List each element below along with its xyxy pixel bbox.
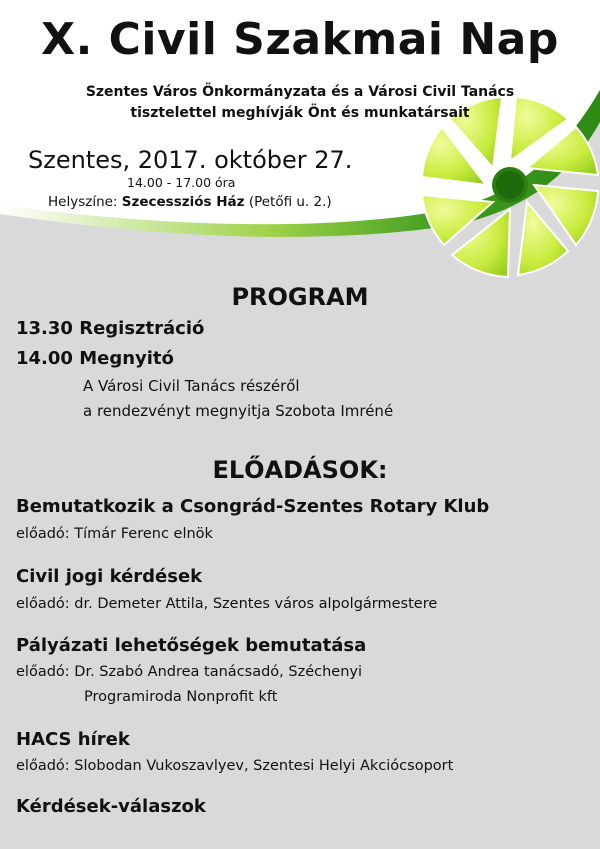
opening-line: A Városi Civil Tanács részéről [83, 377, 300, 395]
program-heading: PROGRAM [231, 283, 369, 311]
talks-heading: ELŐADÁSOK: [212, 456, 388, 484]
talk-presenter: előadó: Dr. Szabó Andrea tanácsadó, Széchenyi [16, 664, 363, 680]
talk-title: Pályázati lehetőségek bemutatása [16, 635, 367, 656]
talk-presenter-continued: Programiroda Nonprofit kft [84, 689, 278, 705]
talk-presenter: előadó: dr. Demeter Attila, Szentes város alpolgármestere [16, 596, 438, 612]
talk-title: Bemutatkozik a Csongrád-Szentes Rotary Klub [16, 496, 490, 517]
talk-presenter: előadó: Slobodan Vukoszavlyev, Szentesi Helyi Akciócsoport [16, 758, 454, 774]
page-title: X. Civil Szakmai Nap [41, 14, 559, 65]
talk-presenter: előadó: Tímár Ferenc elnök [16, 526, 213, 542]
program-item: 14.00 Megnyitó [16, 348, 174, 369]
talk-title: HACS hírek [16, 729, 130, 750]
opening-line: a rendezvényt megnyitja Szobota Imréné [83, 402, 394, 420]
organizer-line-1: Szentes Város Önkormányzata és a Városi Civil Tanács [85, 84, 515, 100]
program-item: 13.30 Regisztráció [16, 318, 205, 339]
organizer-line-2: tisztelettel meghívják Önt és munkatársait [130, 105, 470, 121]
venue-name: Szecessziós Ház [121, 194, 245, 210]
event-venue [48, 194, 332, 210]
event-time: 14.00 - 17.00 óra [127, 175, 236, 190]
venue-label: Helyszíne: [48, 194, 118, 210]
talk-title: Kérdések-válaszok [16, 796, 206, 817]
venue-address: (Petőfi u. 2.) [248, 194, 332, 210]
event-date: Szentes, 2017. október 27. [28, 146, 353, 174]
talk-title: Civil jogi kérdések [16, 566, 203, 587]
